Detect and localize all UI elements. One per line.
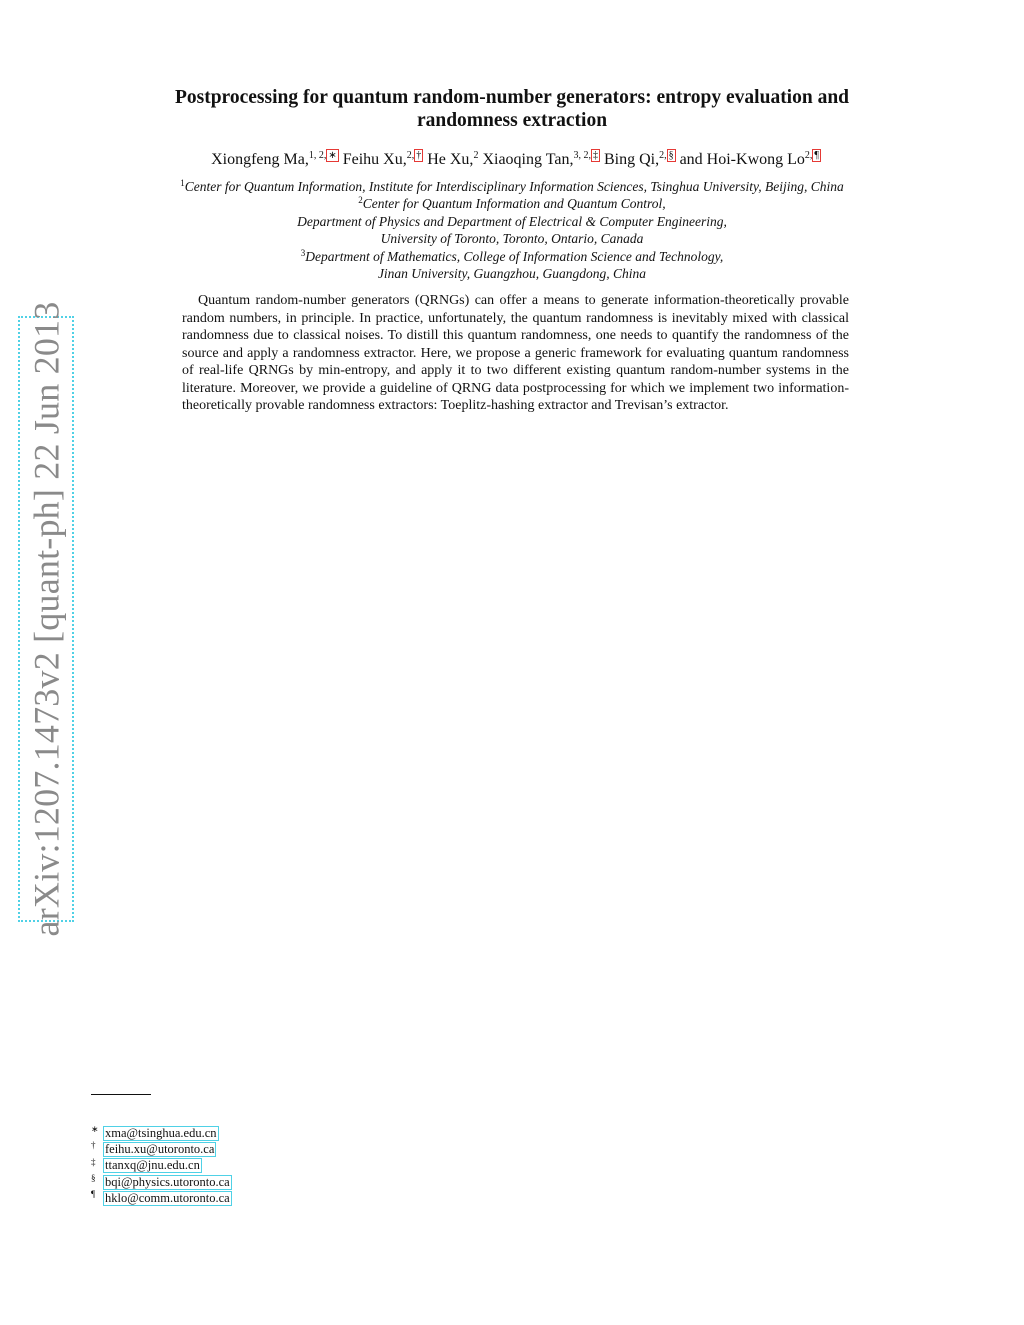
affiliation: [0, 265, 1024, 282]
author-affiliation-sup: 3, 2,: [573, 150, 591, 161]
footnote-mark: ‡: [91, 1156, 96, 1167]
author-affiliation-sup: 2,: [406, 150, 415, 161]
author-affiliation-sup: 2,: [659, 150, 667, 161]
author-name: Bing Qi,: [603, 151, 660, 168]
affiliation-sup: 3: [300, 248, 306, 258]
affiliation-text: Department of Physics and Department of Electrical & Computer Engineering,: [297, 214, 727, 229]
arxiv-stamp[interactable]: [18, 301, 74, 937]
affiliation-sup: 1: [180, 178, 185, 188]
footnote: [91, 1190, 232, 1206]
footnote-mark: †: [91, 1140, 96, 1151]
footnote-link[interactable]: ¶: [814, 150, 819, 161]
arxiv-id: arXiv:1207.1473v2 [quant-ph] 22 Jun 2013: [26, 301, 66, 937]
author-affiliation-sup: 2,: [804, 150, 813, 161]
footnote-link[interactable]: ∗: [328, 150, 337, 161]
author-name: Xiaoqing Tan,: [482, 151, 574, 168]
footnote-mark: §: [91, 1173, 96, 1184]
affiliation-text: Center for Quantum Information and Quantum Control,: [362, 196, 666, 211]
footnote: [91, 1125, 232, 1141]
affiliation-text: Department of Mathematics, College of Information Science and Technology,: [305, 249, 724, 264]
affiliation-text: Jinan University, Guangzhou, Guangdong, China: [377, 266, 647, 281]
author-affiliation-sup: 1, 2,: [308, 150, 327, 161]
footnote-mark: ¶: [91, 1189, 96, 1200]
author-name: Feihu Xu,: [342, 151, 407, 168]
email-link[interactable]: bqi@physics.utoronto.ca: [105, 1174, 230, 1189]
title-line-1: Postprocessing for quantum random-number generators: entropy evaluation and: [174, 87, 850, 108]
author-name: Xiongfeng Ma,: [211, 151, 309, 168]
email-link[interactable]: hklo@comm.utoronto.ca: [105, 1190, 230, 1205]
footnote: [91, 1141, 232, 1157]
email-link[interactable]: feihu.xu@utoronto.ca: [105, 1141, 215, 1156]
abstract: Quantum random-number generators (QRNGs) can offer a means to generate information-theoretically provable random numbers, in principle. In practice, unfortunately, the quantum randomness is inevitably mixed with classical randomness due to classical noises. To distill this quantum randomness, one needs to quantify the randomness of the source and apply a randomness extractor. Here, we propose a generic framework for evaluating quantum randomness of real-life QRNGs by min-entropy, and apply it to two different existing quantum random-number systems in the literature. Moreover, we provide a guideline of QRNG data postprocessing for which we implement two information-theoretically provable randomness extractors: Toeplitz-hashing extractor and Trevisan’s extractor.: [182, 293, 849, 413]
paper-title: [0, 86, 1024, 132]
email-link[interactable]: ttanxq@jnu.edu.cn: [105, 1158, 200, 1173]
footnote-link[interactable]: ‡: [592, 150, 598, 161]
author-affiliation-sup: 2: [473, 150, 479, 161]
footnote-rule: [91, 1094, 151, 1095]
affiliation-text: Center for Quantum Information, Institute for Interdisciplinary Information Sciences, Tsinghua University, Beijing, China: [184, 179, 844, 194]
footnote-link[interactable]: §: [668, 150, 674, 161]
footnote-mark: ∗: [91, 1123, 99, 1134]
footnote: [91, 1158, 232, 1174]
footnotes: [91, 1125, 232, 1206]
affiliation: [0, 230, 1024, 247]
affiliation: [0, 178, 1024, 195]
footnote: [91, 1174, 232, 1190]
affiliation: [0, 213, 1024, 230]
affiliation: [0, 195, 1024, 212]
affiliation-text: University of Toronto, Toronto, Ontario, Canada: [380, 231, 644, 246]
title-line-2: randomness extraction: [416, 110, 608, 131]
author-name: and Hoi-Kwong Lo: [679, 151, 805, 168]
footnote-link[interactable]: †: [416, 150, 422, 161]
affiliation-sup: 2: [358, 195, 363, 205]
affiliation: [0, 248, 1024, 265]
author-name: He Xu,: [427, 151, 474, 168]
email-link[interactable]: xma@tsinghua.edu.cn: [105, 1125, 217, 1140]
author-list: [0, 149, 1024, 171]
